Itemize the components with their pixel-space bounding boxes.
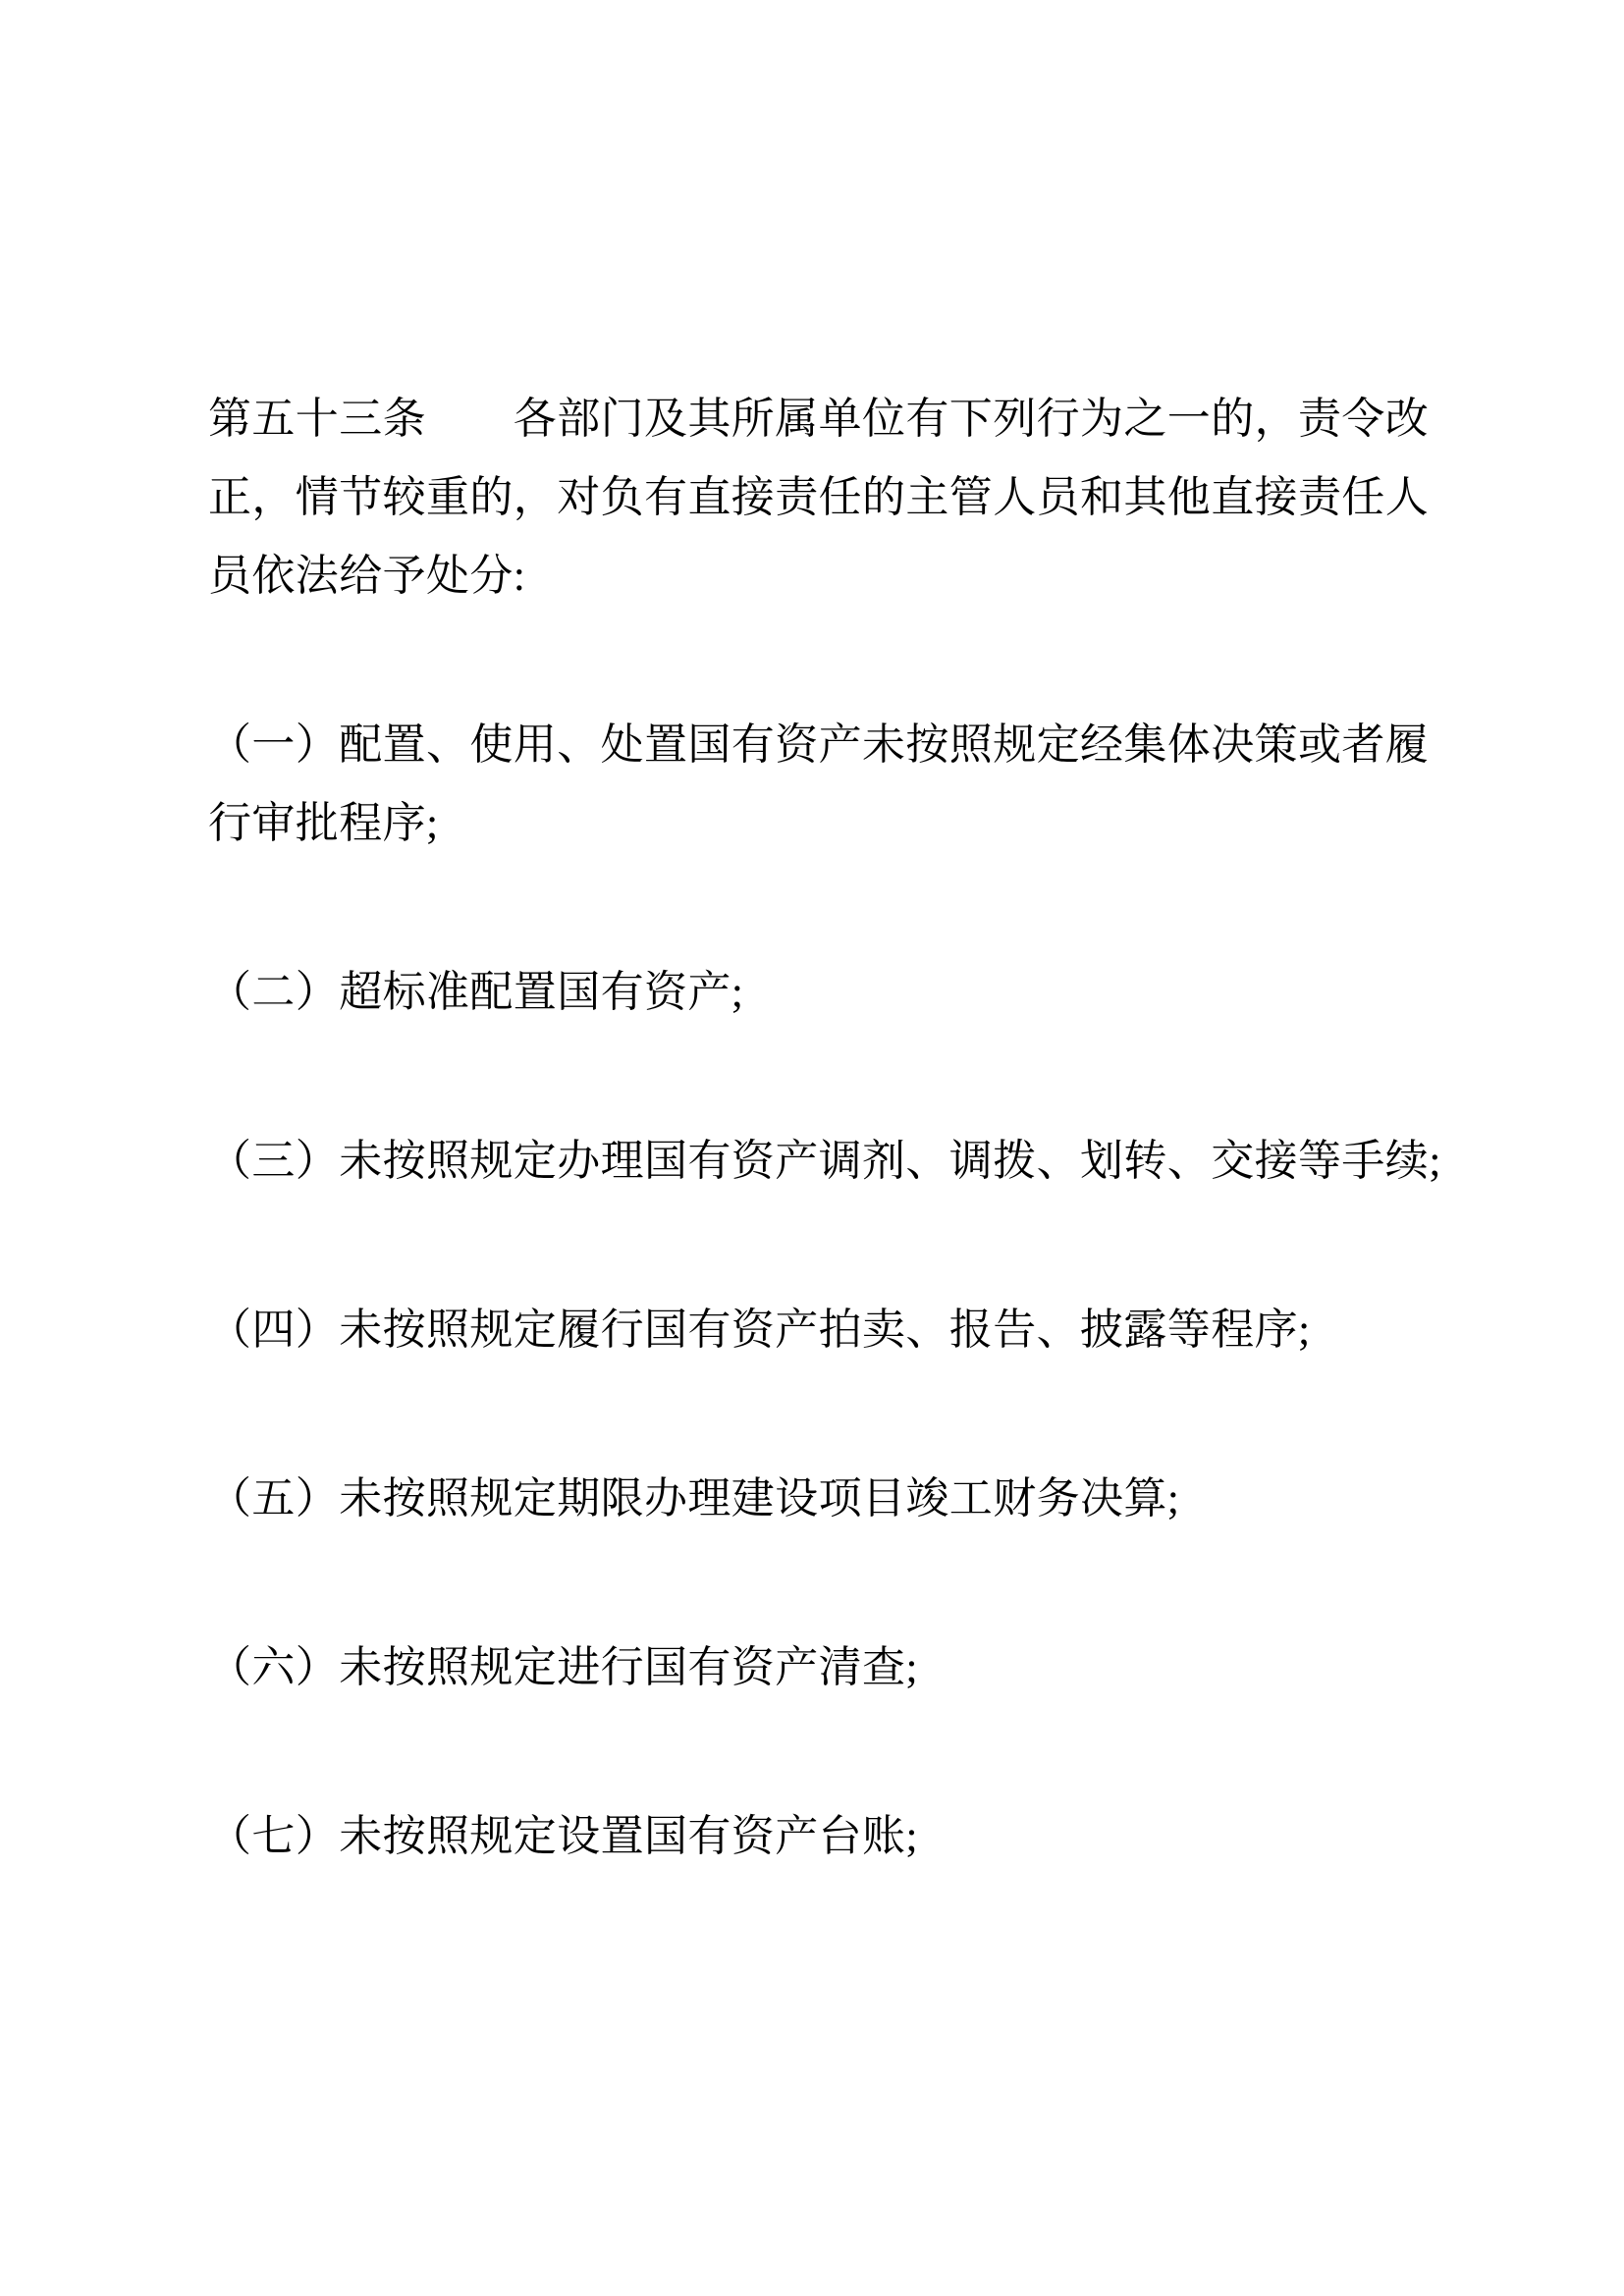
text-line: （一）配置、使用、处置国有资产未按照规定经集体决策或者履 [208,721,1430,769]
text-line: 正，情节较重的，对负有直接责任的主管人员和其他直接责任人 [208,473,1430,521]
text-line: （四）未按照规定履行国有资产拍卖、报告、披露等程序; [208,1306,1311,1354]
text-line: 第五十三条 各部门及其所属单位有下列行为之一的，责令改 [208,395,1430,443]
text-line: （五）未按照规定期限办理建设项目竣工财务决算; [208,1474,1180,1522]
text-line: （七）未按照规定设置国有资产台账; [208,1812,919,1860]
item-paragraph-2 [208,953,1485,1032]
text-line: （二）超标准配置国有资产; [208,968,744,1016]
item-paragraph-3 [208,1122,1485,1201]
item-paragraph-7 [208,1797,1485,1876]
text-line: 行审批程序; [208,799,439,847]
item-paragraph-4 [208,1291,1485,1369]
item-paragraph-6 [208,1629,1485,1707]
text-line: （六）未按照规定进行国有资产清查; [208,1643,919,1691]
article-text-block [208,380,1485,1876]
article-lead-paragraph [208,380,1485,615]
text-line: （三）未按照规定办理国有资产调剂、调拨、划转、交接等手续; [208,1137,1441,1185]
text-line: 员依法给予处分: [208,552,526,600]
item-paragraph-1 [208,706,1485,863]
item-paragraph-5 [208,1460,1485,1538]
